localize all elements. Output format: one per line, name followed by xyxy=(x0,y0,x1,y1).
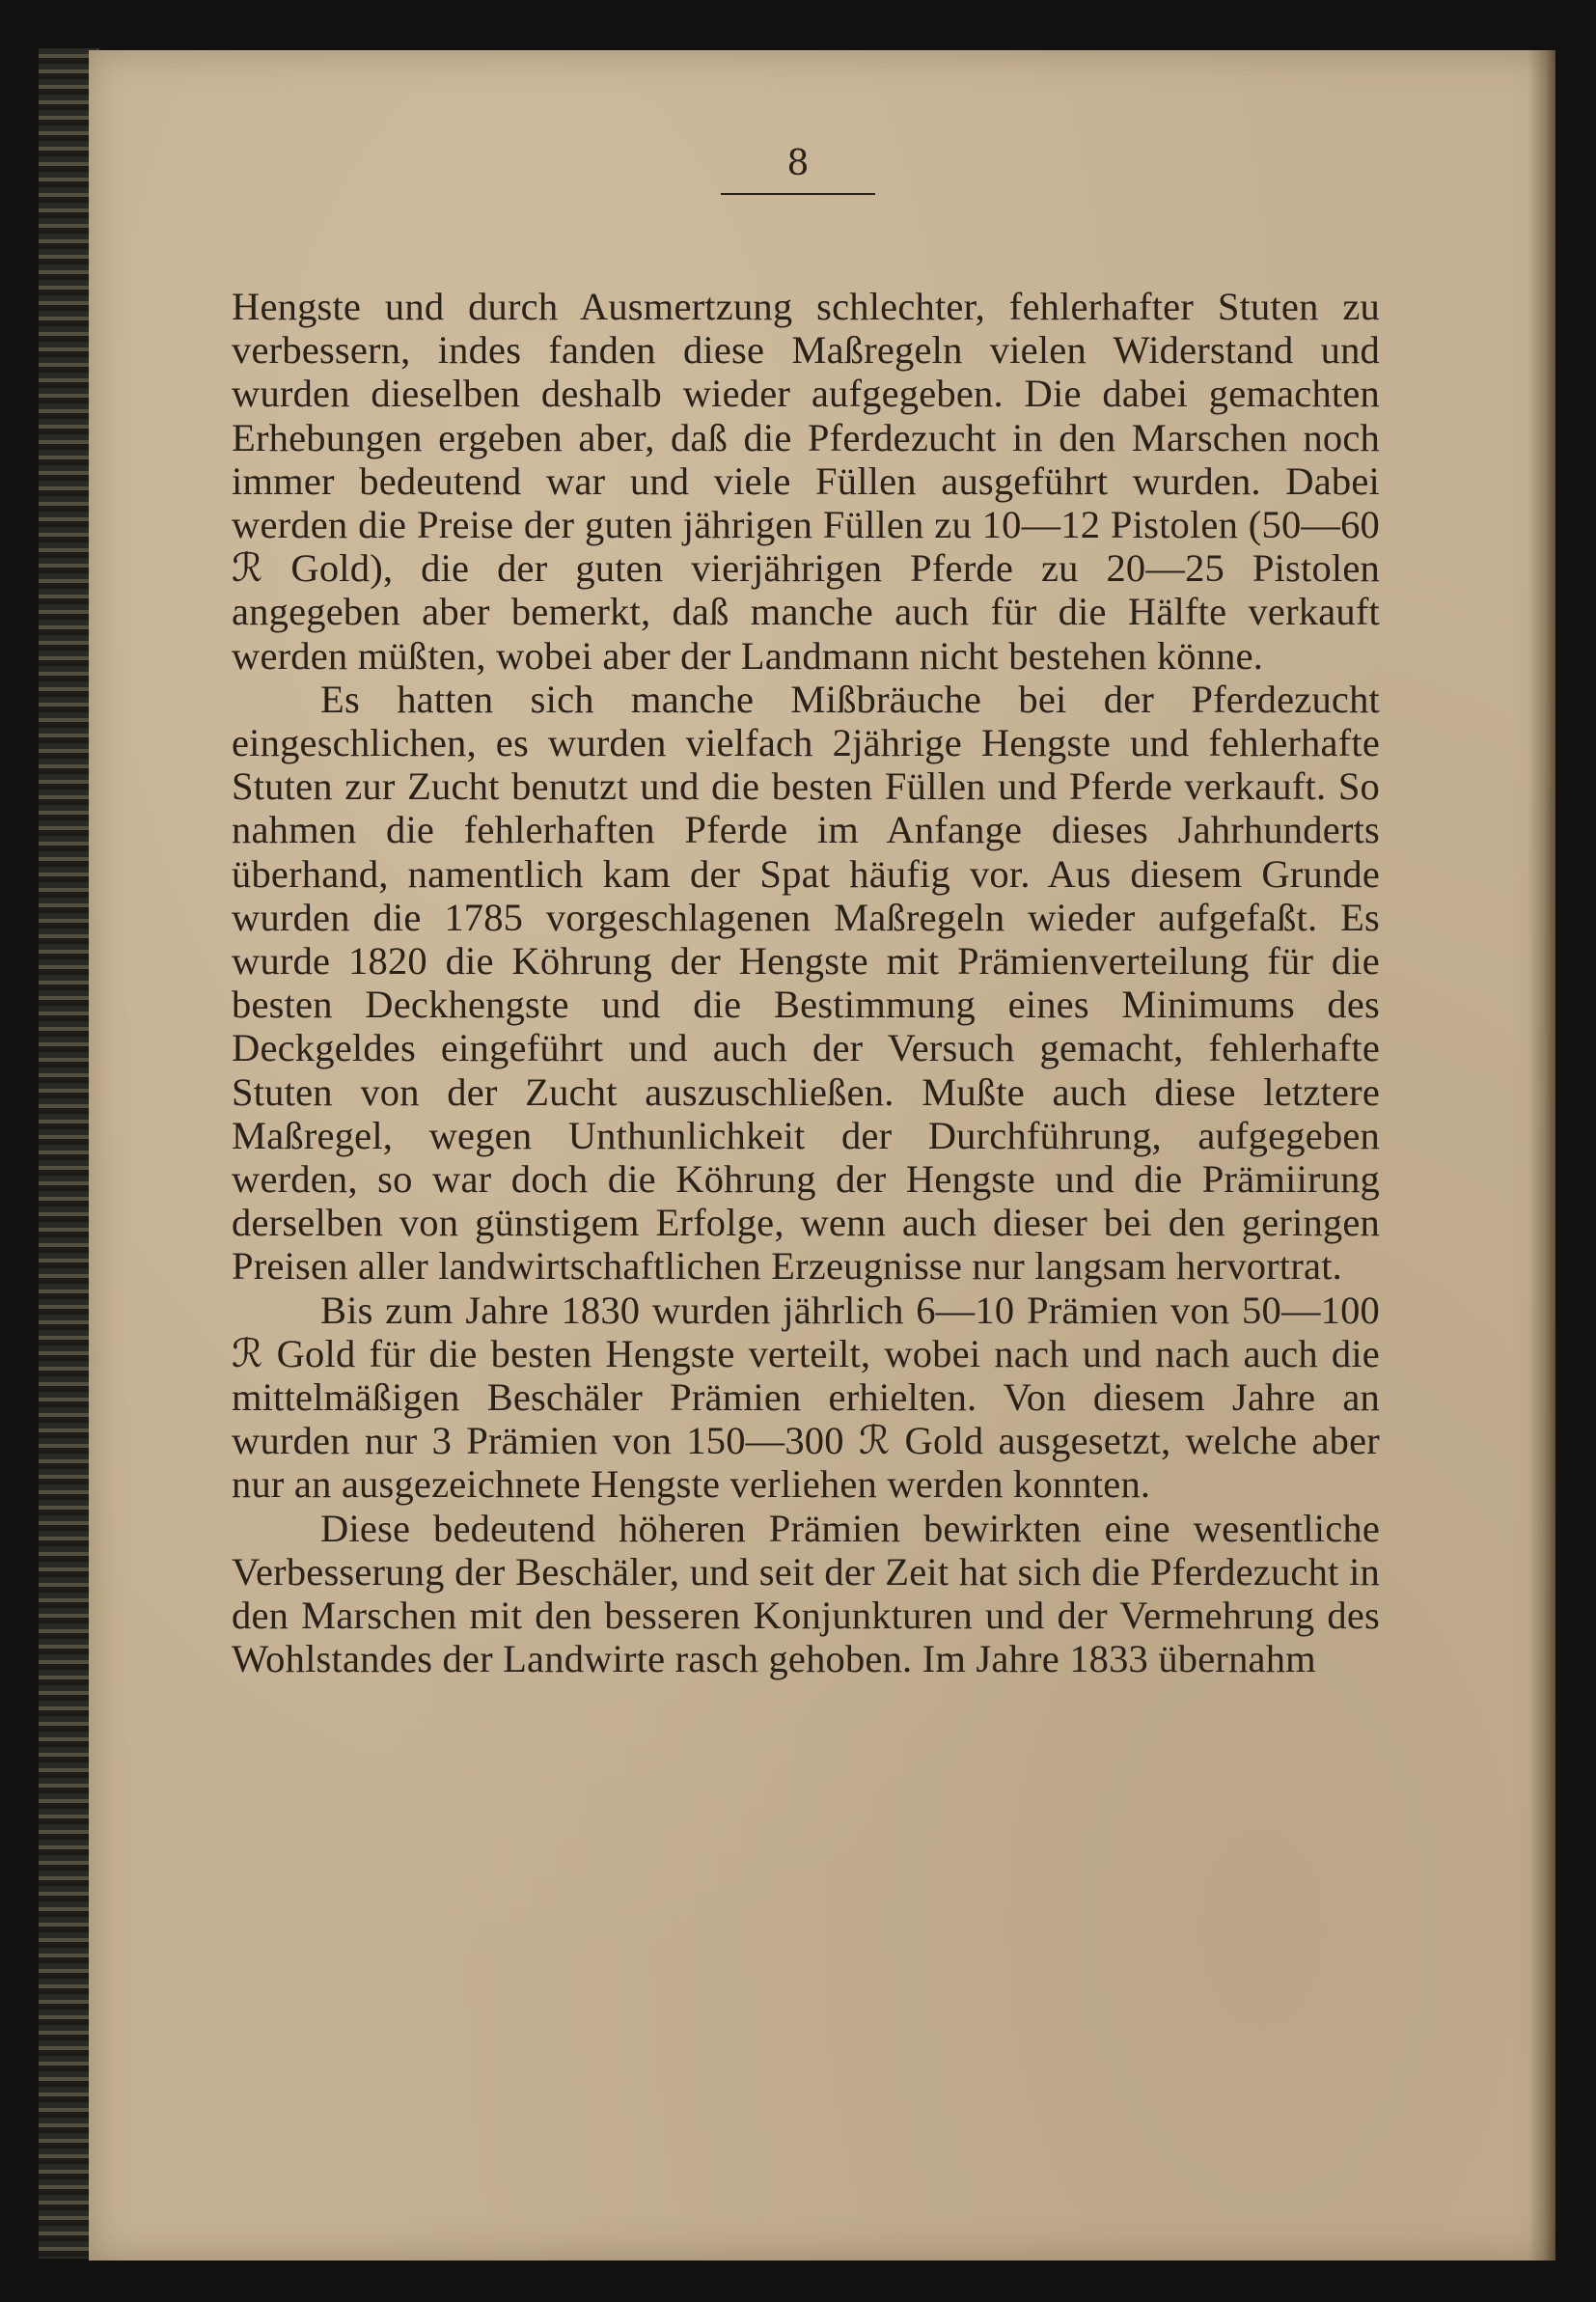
paragraph-4: Diese bedeutend höheren Prämien bewirkten eine wesentliche Verbesserung der Beschäler, und seit der Zeit hat sich die Pferdezucht in den Marschen mit den besseren Konjunkturen und der Vermehrung des Wohlstandes der Landwirte rasch gehoben. Im Jahre 1833 übernahm xyxy=(232,1506,1380,1681)
page-header xyxy=(0,143,1596,195)
paragraph-1: Hengste und durch Ausmertzung schlechter, fehlerhafter Stuten zu verbessern, indes fanden diese Maßregeln vielen Widerstand und wurden dieselben deshalb wieder aufgegeben. Die dabei gemachten Erhebungen ergeben aber, daß die Pferdezucht in den Marschen noch immer bedeutend war und viele Füllen ausgeführt wurden. Dabei werden die Preise der guten jährigen Füllen zu 10—12 Pistolen (50—60 ℛ Gold), die der guten vierjährigen Pferde zu 20—25 Pistolen angegeben aber bemerkt, daß manche auch für die Hälfte verkauft werden müßten, wobei aber der Landmann nicht bestehen könne. xyxy=(232,285,1380,678)
paragraph-2: Es hatten sich manche Mißbräuche bei der Pferdezucht eingeschlichen, es wurden vielfach 2jährige Hengste und fehlerhafte Stuten zur Zucht benutzt und die besten Füllen und Pferde verkauft. So nahmen die fehlerhaften Pferde im Anfange dieses Jahrhunderts überhand, namentlich kam der Spat häufig vor. Aus diesem Grunde wurden die 1785 vorgeschlagenen Maßregeln wieder aufgefaßt. Es wurde 1820 die Köhrung der Hengste mit Prämienverteilung für die besten Deckhengste und die Bestimmung eines Minimums des Deckgeldes eingeführt und auch der Versuch gemacht, fehlerhafte Stuten von der Zucht auszuschließen. Mußte auch diese letztere Maßregel, wegen Unthunlichkeit der Durchführung, aufgegeben werden, so war doch die Köhrung der Hengste und die Prämiirung derselben von günstigem Erfolge, wenn auch dieser bei den geringen Preisen aller landwirtschaftlichen Erzeugnisse nur langsam hervortrat. xyxy=(232,677,1380,1289)
page-number: 8 xyxy=(786,144,810,183)
body-text xyxy=(232,285,1380,1681)
page-edge-shadow xyxy=(1528,50,1555,2260)
header-rule xyxy=(721,193,875,195)
paragraph-3: Bis zum Jahre 1830 wurden jährlich 6—10 Prämien von 50—100 ℛ Gold für die besten Hengste verteilt, wobei nach und nach auch die mittelmäßigen Beschäler Prämien erhielten. Von diesem Jahre an wurden nur 3 Prämien von 150—300 ℛ Gold ausgesetzt, welche aber nur an ausgezeichnete Hengste verliehen werden konnten. xyxy=(232,1288,1380,1507)
